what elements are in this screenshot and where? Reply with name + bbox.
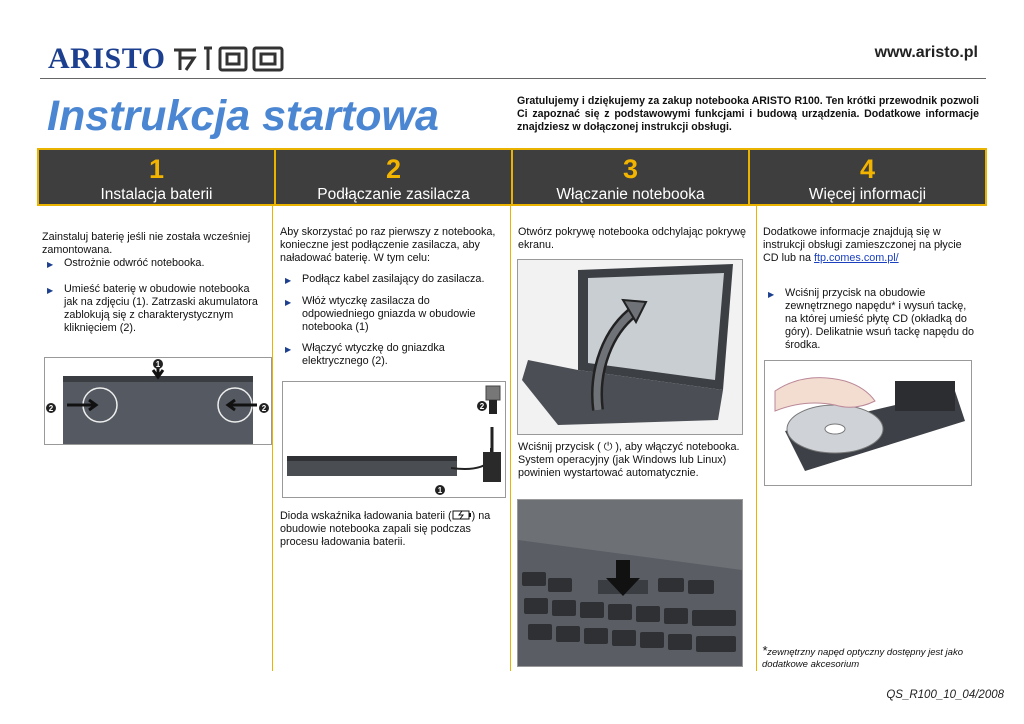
column-divider bbox=[272, 206, 273, 671]
step-label: Więcej informacji bbox=[808, 186, 927, 203]
document-code: QS_R100_10_04/2008 bbox=[886, 689, 1004, 701]
list-item bbox=[42, 283, 264, 335]
power-text-b: ), aby włączyć notebooka. System operacyjny (jak Windows lub Linux) powinien wystartować automatycznie. bbox=[518, 441, 740, 479]
arrow-icon: ▶ bbox=[285, 276, 292, 285]
bullet-text: Włączyć wtyczkę do gniazdka elektrycznego (2). bbox=[302, 342, 445, 367]
battery-photo bbox=[44, 357, 272, 445]
startup-intro: Otwórz pokrywę notebooka odchylając pokrywę ekranu. bbox=[518, 226, 747, 251]
step-number: 4 bbox=[859, 154, 876, 184]
charging-text-b: ) na obudowie notebooka zapali się podczas procesu ładowania baterii. bbox=[280, 510, 491, 548]
callout-badge: 1 bbox=[155, 360, 161, 369]
power-icon: ⏻ bbox=[603, 441, 613, 453]
step-number: 2 bbox=[385, 154, 402, 184]
step-3 bbox=[513, 150, 750, 204]
callout-badge: 2 bbox=[48, 404, 54, 413]
list-item bbox=[763, 287, 977, 352]
step-label: Instalacja baterii bbox=[100, 186, 213, 203]
steps-bar bbox=[37, 148, 987, 206]
footnote-star: * bbox=[762, 643, 768, 658]
column-divider bbox=[756, 206, 757, 671]
step-number: 1 bbox=[148, 154, 165, 184]
battery-charge-icon bbox=[452, 510, 472, 520]
brand-logo: ARISTO bbox=[48, 42, 166, 75]
column-more-info bbox=[763, 226, 977, 360]
arrow-icon: ▶ bbox=[47, 286, 54, 295]
open-lid-photo bbox=[517, 259, 743, 435]
ftp-link[interactable]: ftp.comes.com.pl/ bbox=[814, 252, 899, 264]
step-4 bbox=[750, 150, 985, 204]
column-battery bbox=[42, 231, 264, 343]
list-item bbox=[280, 342, 502, 368]
step-number: 3 bbox=[622, 154, 639, 184]
header-divider bbox=[40, 78, 986, 79]
bullet-text: Ostrożnie odwróć notebooka. bbox=[64, 257, 205, 269]
callout-badge: 2 bbox=[261, 404, 267, 413]
charging-note bbox=[280, 510, 502, 549]
bullet-text: Wciśnij przycisk na obudowie zewnętrznego napędu* i wysuń tackę, na której umieść płytę CD (okładką do góry). Delikatnie wsuń tackę napędu do środka. bbox=[785, 287, 975, 351]
callout-badge: 1 bbox=[437, 486, 443, 495]
step-label: Podłączanie zasilacza bbox=[317, 186, 470, 203]
model-logo bbox=[170, 44, 288, 74]
list-item bbox=[42, 257, 264, 271]
list-item bbox=[280, 273, 502, 287]
step-label: Włączanie notebooka bbox=[556, 186, 705, 203]
intro-text: Gratulujemy i dziękujemy za zakup notebooka ARISTO R100. Ten krótki przewodnik pozwoli Ci zapoznać się z podstawowymi funkcjami i budową urządzenia. Dodatkowe informacje znajdziesz w dołączonej instrukcji obsługi. bbox=[517, 95, 979, 133]
footnote bbox=[762, 645, 982, 671]
optical-drive-photo bbox=[764, 360, 972, 486]
callout-badge: 2 bbox=[479, 402, 485, 411]
website-url[interactable]: www.aristo.pl bbox=[874, 44, 978, 61]
step-2 bbox=[276, 150, 513, 204]
column-power bbox=[280, 226, 502, 376]
battery-intro: Zainstaluj baterię jeśli nie została wcześniej zamontowana. bbox=[42, 231, 251, 256]
column-startup bbox=[518, 226, 748, 260]
footnote-text: zewnętrzny napęd optyczny dostępny jest jako dodatkowe akcesorium bbox=[762, 647, 963, 670]
adapter-photo bbox=[282, 381, 506, 498]
column-divider bbox=[510, 206, 511, 671]
step-1 bbox=[39, 150, 276, 204]
bullet-text: Włóż wtyczkę zasilacza do odpowiedniego gniazda w obudowie notebooka (1) bbox=[302, 295, 476, 333]
more-info-text: Dodatkowe informacje znajdują się w instrukcji obsługi zamieszczonej na płycie CD lub na bbox=[763, 226, 962, 264]
bullet-text: Umieść baterię w obudowie notebooka jak na zdjęciu (1). Zatrzaski akumulatora zablokują się z charakterystycznym kliknięciem (2). bbox=[64, 283, 258, 334]
bullet-text: Podłącz kabel zasilający do zasilacza. bbox=[302, 273, 485, 285]
arrow-icon: ▶ bbox=[285, 298, 292, 307]
page-title: Instrukcja startowa bbox=[47, 92, 439, 140]
power-text-a: Wciśnij przycisk ( bbox=[518, 441, 604, 453]
list-item bbox=[280, 295, 502, 334]
arrow-icon: ▶ bbox=[47, 260, 54, 269]
charging-text-a: Dioda wskaźnika ładowania baterii ( bbox=[280, 510, 452, 522]
power-intro: Aby skorzystać po raz pierwszy z notebooka, konieczne jest podłączenie zasilacza, aby naładować baterię. W tym celu: bbox=[280, 226, 496, 264]
power-button-note bbox=[518, 441, 748, 480]
keyboard-photo bbox=[517, 499, 743, 667]
arrow-icon: ▶ bbox=[285, 345, 292, 354]
arrow-icon: ▶ bbox=[768, 290, 775, 299]
